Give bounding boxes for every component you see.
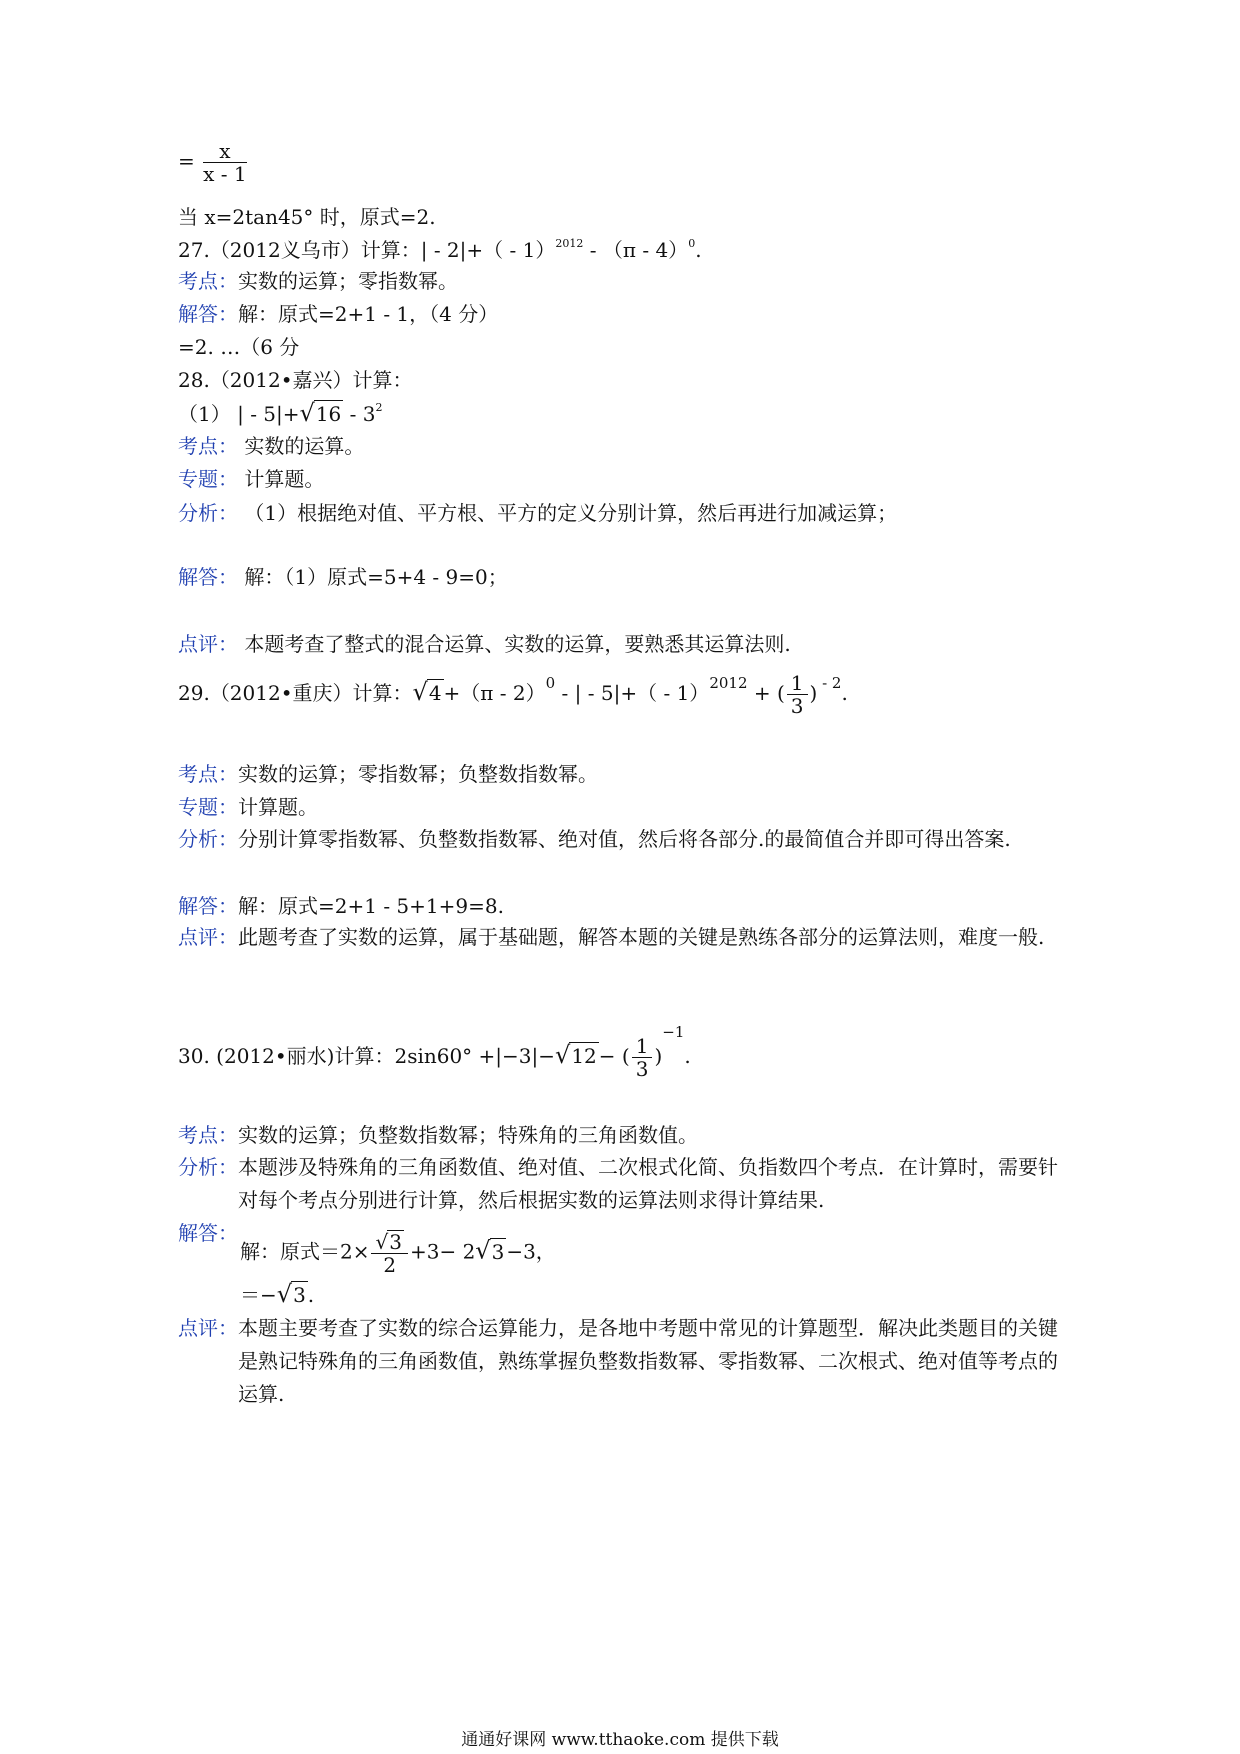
- fraction-numerator: 1: [787, 672, 808, 695]
- label-kaodian: 考点：: [178, 762, 238, 786]
- expr-part: - （π - 4）: [583, 238, 689, 262]
- fraction-numerator: x: [203, 140, 246, 163]
- expr-part: | - 5|+: [237, 402, 300, 426]
- q27-jieda: [178, 301, 498, 327]
- exponent: 0: [688, 237, 696, 250]
- q29-jieda: [178, 893, 504, 919]
- sub-number: （1）: [178, 402, 231, 426]
- label-jieda: 解答：: [178, 302, 238, 326]
- q30-jieda-line1: [240, 1230, 556, 1276]
- expr-part: - 3: [343, 402, 376, 426]
- period: .: [684, 1044, 691, 1068]
- equals-sign: =: [178, 149, 195, 173]
- q28-jieda: [178, 564, 508, 590]
- question-29: [178, 672, 848, 717]
- q27-jieda-line2: =2. …（6 分: [178, 335, 300, 359]
- fraction-numerator: [371, 1230, 407, 1254]
- expr-part: + (: [747, 681, 785, 705]
- question-number: 28.: [178, 368, 210, 392]
- q28-kaodian: [178, 433, 364, 459]
- label-jieda: 解答：: [178, 565, 238, 589]
- question-number: 27.: [178, 238, 210, 262]
- exponent: 0: [545, 674, 556, 692]
- label-zhuanti: 专题：: [178, 795, 238, 819]
- kaodian-text: 实数的运算；零指数幂。: [238, 269, 458, 293]
- exponent: −1: [662, 1023, 685, 1041]
- fraction-denominator: 3: [790, 694, 804, 718]
- expr-part: +3− 2: [409, 1239, 476, 1264]
- expr-part: ＝−: [240, 1283, 277, 1307]
- label-dianping: 点评：: [178, 925, 238, 949]
- q28-sub1: [178, 400, 382, 431]
- exponent: 2012: [555, 237, 584, 250]
- dianping-text: 本题考查了整式的混合运算、实数的运算，要熟悉其运算法则.: [244, 632, 791, 656]
- page-footer: 通通好课网 www.tthaoke.com 提供下载: [461, 1730, 779, 1750]
- sqrt-icon: √: [299, 399, 315, 427]
- fraction: [371, 1230, 407, 1276]
- jieda-text: 解：（1）原式=5+4 - 9=0；: [244, 565, 508, 589]
- radicand: 12: [571, 1044, 597, 1068]
- label-fenxi: 分析：: [178, 501, 238, 525]
- exponent: 2: [375, 401, 383, 414]
- q29-dianping: [178, 921, 1078, 954]
- jieda-text: 解：原式＝2×: [240, 1239, 370, 1264]
- radicand: 16: [315, 402, 342, 426]
- q30-jieda: [178, 1220, 238, 1246]
- q28-fenxi: [178, 500, 897, 526]
- q30-jieda-line2: [240, 1281, 314, 1308]
- label-dianping: 点评：: [178, 1316, 238, 1340]
- expr-part: − (: [598, 1044, 630, 1068]
- exponent: 2012: [709, 674, 748, 692]
- top-fraction-line: [178, 140, 249, 185]
- q28-zhuanti: [178, 466, 324, 492]
- radicand: 3: [293, 1283, 306, 1307]
- fenxi-text: （1）根据绝对值、平方根、平方的定义分别计算，然后再进行加减运算；: [244, 501, 898, 525]
- radicand: 3: [491, 1239, 505, 1264]
- expr-part: | - 2|+（ - 1）: [420, 238, 556, 262]
- sqrt-icon: √: [412, 678, 428, 706]
- q29-kaodian: [178, 761, 598, 787]
- question-source: （2012•重庆）计算：: [209, 681, 413, 705]
- fenxi-text: 分别计算零指数幂、负整数指数幂、绝对值，然后将各部分.的最简值合并即可得出答案.: [238, 827, 1011, 851]
- expr-part: - | - 5|+（ - 1）: [555, 681, 710, 705]
- fraction: [203, 140, 246, 185]
- fraction-numerator: 1: [632, 1035, 653, 1058]
- period: .: [695, 238, 702, 262]
- dianping-text: 此题考查了实数的运算，属于基础题，解答本题的关键是熟练各部分的运算法则，难度一般.: [238, 925, 1045, 949]
- q30-dianping: [178, 1312, 1078, 1411]
- label-kaodian: 考点：: [178, 434, 238, 458]
- question-27: [178, 237, 702, 267]
- exponent: - 2: [817, 674, 842, 692]
- label-dianping: 点评：: [178, 632, 238, 656]
- radicand: 3: [389, 1230, 402, 1254]
- fenxi-text: 本题涉及特殊角的三角函数值、绝对值、二次根式化简、负指数四个考点．在计算时，需要针对每个考点分别进行计算，然后根据实数的运算法则求得计算结果.: [238, 1155, 1058, 1212]
- question-number: 29.: [178, 681, 210, 705]
- fraction: [632, 1035, 653, 1080]
- kaodian-text: 实数的运算；负整数指数幂；特殊角的三角函数值。: [238, 1123, 698, 1147]
- question-source: （2012义乌市）计算：: [209, 238, 421, 262]
- expr-part: ): [654, 1044, 663, 1068]
- q30-fenxi: [178, 1151, 1078, 1217]
- period: .: [307, 1283, 315, 1307]
- expr-part: +（π - 2）: [443, 681, 546, 705]
- label-zhuanti: 专题：: [178, 467, 238, 491]
- expr-part: −3，: [506, 1239, 556, 1264]
- kaodian-text: 实数的运算；零指数幂；负整数指数幂。: [238, 762, 598, 786]
- question-number: 30.: [178, 1044, 210, 1068]
- question-source: （2012•嘉兴）计算：: [209, 368, 413, 392]
- sqrt-icon: √: [375, 1230, 389, 1254]
- period: .: [841, 681, 848, 705]
- jieda-text: 解：原式=2+1 - 5+1+9=8.: [238, 894, 504, 918]
- question-28: [178, 367, 413, 393]
- zhuanti-text: 计算题。: [244, 467, 325, 491]
- sqrt-icon: √: [276, 1280, 293, 1308]
- question-30: [178, 1023, 691, 1081]
- kaodian-text: 实数的运算。: [244, 434, 365, 458]
- label-kaodian: 考点：: [178, 1123, 238, 1147]
- radicand: 4: [428, 681, 442, 705]
- dianping-text: 本题主要考查了实数的综合运算能力，是各地中考题中常见的计算题型．解决此类题目的关键是熟记特殊角的三角函数值，熟练掌握负整数指数幂、零指数幂、二次根式、绝对值等考点的运算.: [238, 1316, 1058, 1406]
- zhuanti-text: 计算题。: [238, 795, 318, 819]
- sqrt-icon: √: [475, 1236, 491, 1265]
- label-kaodian: 考点：: [178, 269, 238, 293]
- label-fenxi: 分析：: [178, 827, 238, 851]
- fraction: [787, 672, 808, 717]
- q27-kaodian: [178, 268, 458, 294]
- q28-dianping: [178, 631, 791, 657]
- jieda-text: 解：原式=2+1 - 1，（4 分）: [238, 302, 499, 326]
- sqrt-icon: √: [555, 1041, 571, 1069]
- label-jieda: 解答：: [178, 894, 238, 918]
- label-jieda: 解答：: [178, 1221, 238, 1245]
- fraction-denominator: x - 1: [203, 162, 247, 186]
- question-source: (2012•丽水)计算：2sin60° +|−3|−: [216, 1044, 556, 1068]
- label-fenxi: 分析：: [178, 1155, 238, 1179]
- fraction-denominator: 2: [383, 1253, 397, 1277]
- q30-kaodian: [178, 1122, 698, 1148]
- when-line: 当 x=2tan45° 时，原式=2.: [178, 205, 436, 229]
- expr-part: ): [809, 681, 818, 705]
- q29-fenxi: [178, 823, 1078, 856]
- fraction-denominator: 3: [635, 1057, 649, 1081]
- q29-zhuanti: [178, 794, 318, 820]
